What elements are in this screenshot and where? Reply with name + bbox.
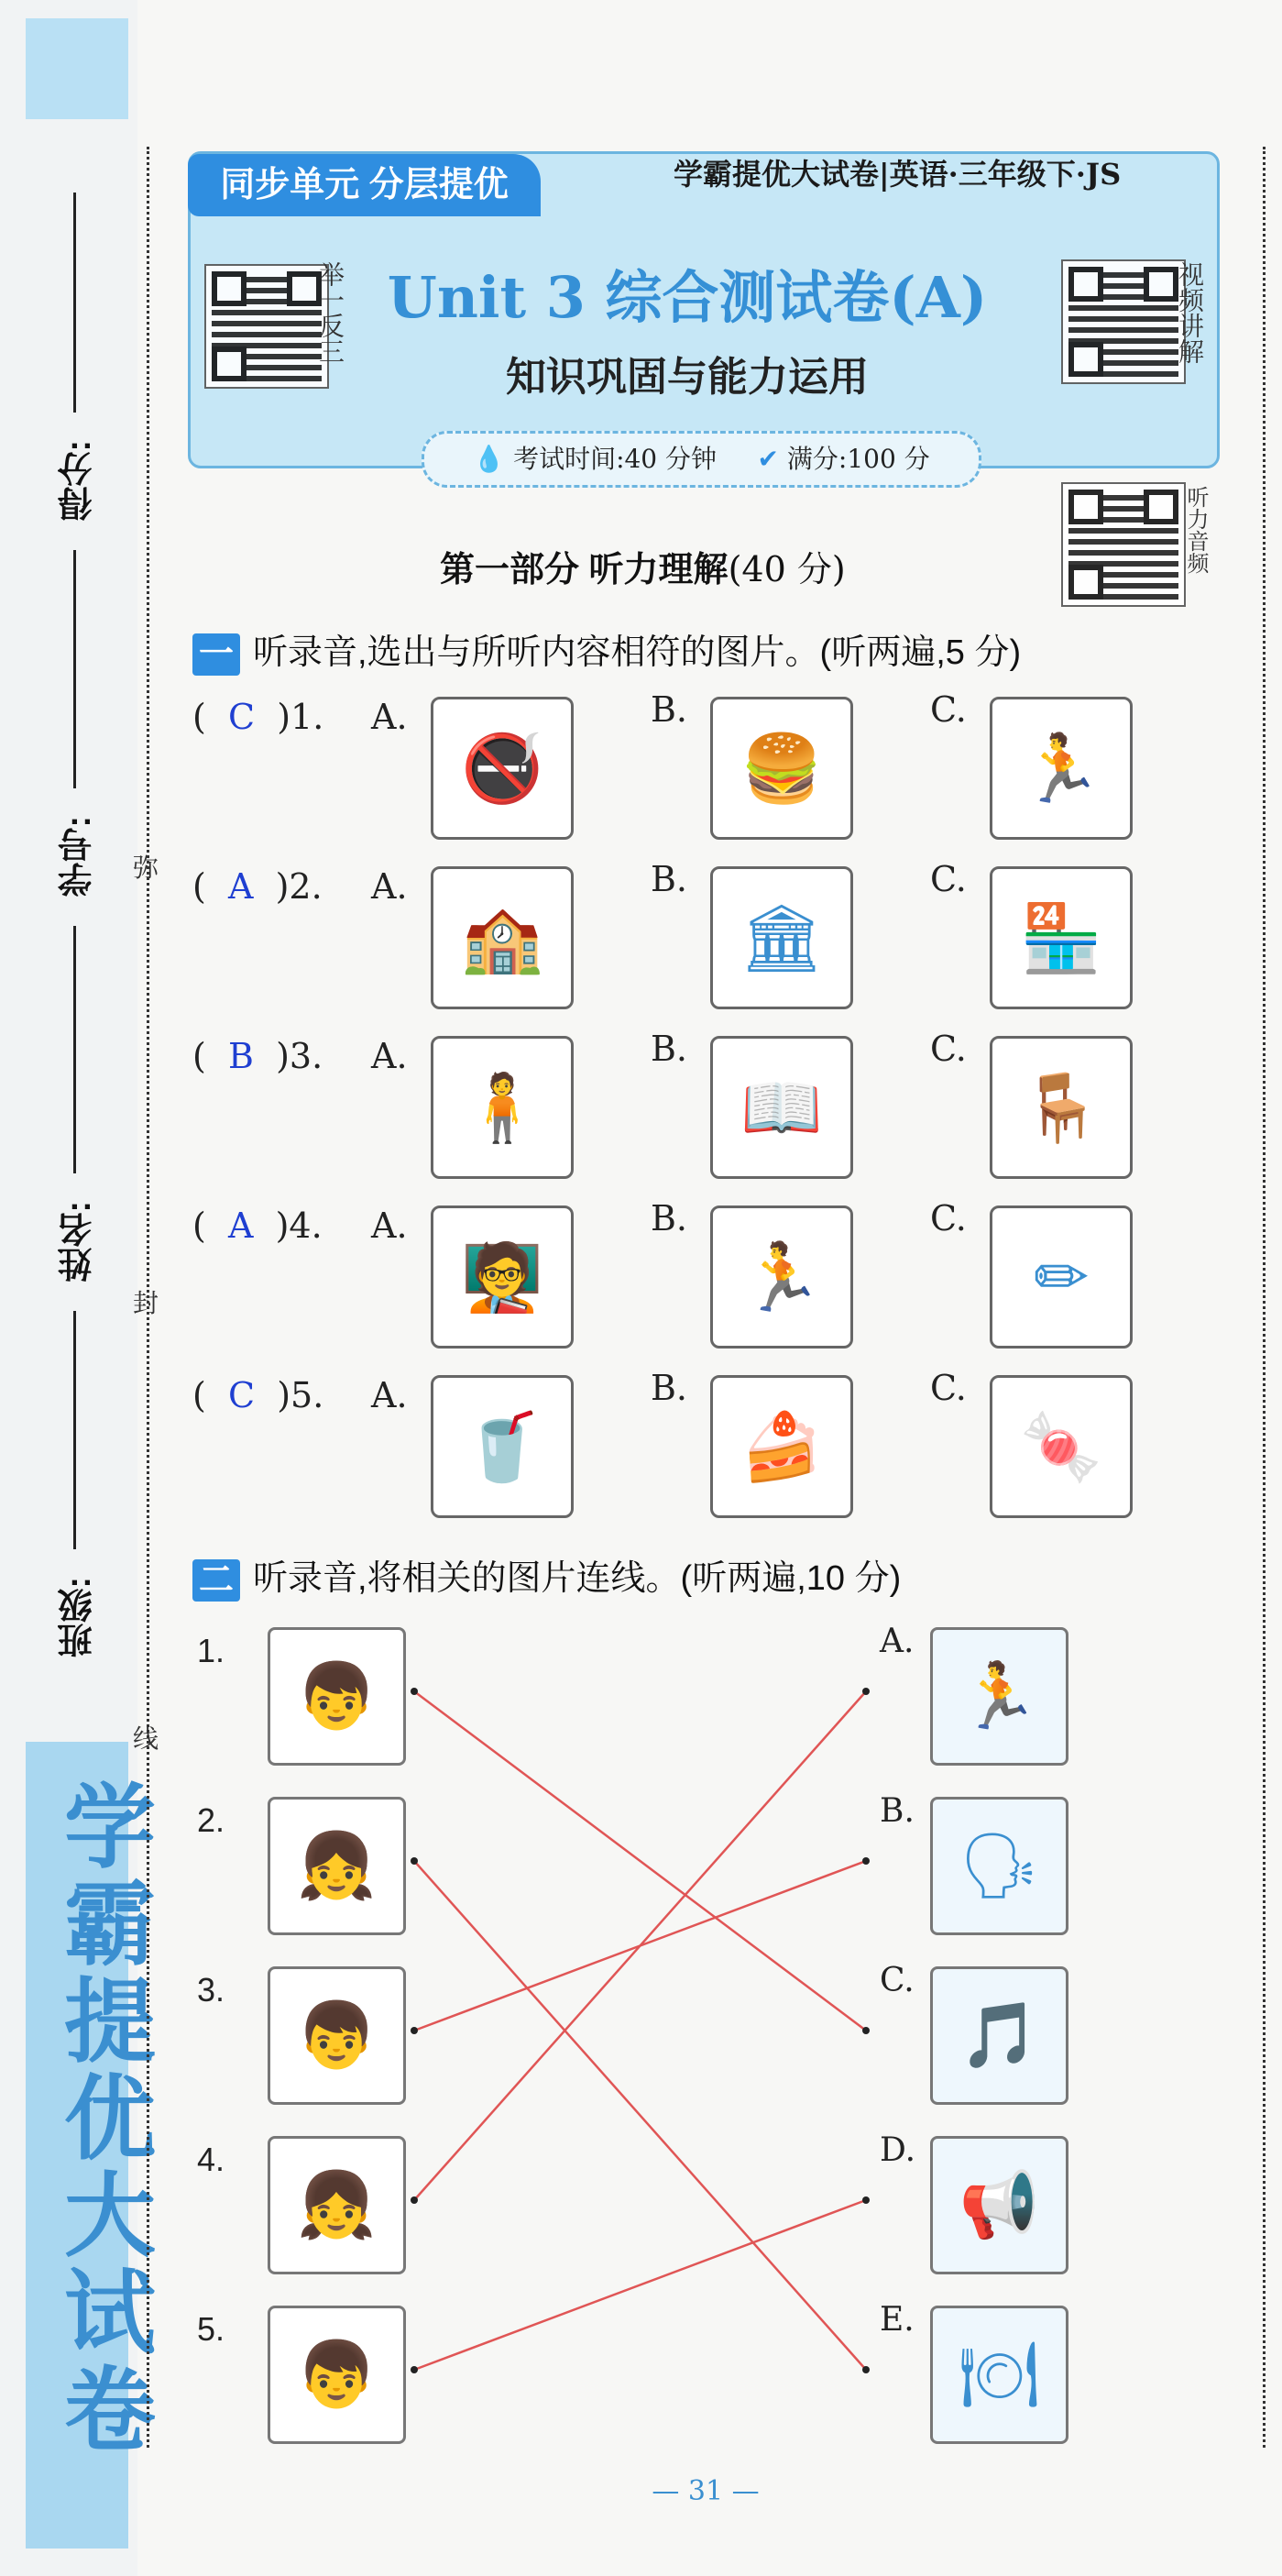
- option-label: B.: [651, 1029, 688, 1069]
- section-1-number: 一: [192, 633, 240, 676]
- match-right-label: C.: [880, 1962, 915, 1999]
- picture-icon: 🥤: [461, 1407, 543, 1485]
- name-label: 姓名:: [60, 1201, 98, 1282]
- option-label: A.: [371, 697, 408, 737]
- answer[interactable]: C: [227, 1375, 256, 1415]
- question-number: ( A )4.: [192, 1205, 323, 1246]
- option-label: A.: [371, 1036, 408, 1076]
- page-title: Unit 3 综合测试卷(A): [387, 264, 988, 331]
- picture-icon: 🧑‍🏫: [461, 1238, 543, 1316]
- match-dot[interactable]: [862, 2196, 870, 2204]
- qr-practice-caption: 举一反三: [315, 261, 345, 364]
- match-line: [414, 2200, 866, 2370]
- option-label: C.: [930, 859, 967, 899]
- seal-char: 线: [133, 1723, 159, 1754]
- match-right-picture[interactable]: [930, 1797, 1068, 1935]
- match-dot[interactable]: [862, 1688, 870, 1695]
- question-number: ( A )2.: [192, 866, 323, 907]
- page-number: — 31 —: [652, 2475, 760, 2507]
- match-left-picture[interactable]: [268, 1797, 406, 1935]
- activity-icon: 🍽: [959, 2337, 1040, 2412]
- question-no: 1.: [290, 697, 324, 737]
- score-label: 得分:: [60, 440, 98, 522]
- match-dot[interactable]: [862, 2366, 870, 2373]
- picture-icon: 🏪: [1020, 898, 1102, 976]
- part-score: (40 分): [728, 549, 846, 589]
- book-info: 学霸提优大试卷|英语·三年级下·JS: [674, 157, 1122, 192]
- option-label: A.: [371, 1375, 408, 1415]
- activity-icon: 🎵: [959, 1998, 1040, 2073]
- match-line: [414, 1691, 866, 2031]
- match-left-number: 3.: [197, 1971, 225, 2009]
- student-id-label: 学号:: [60, 816, 98, 897]
- person-icon: 👦: [296, 2337, 378, 2412]
- activity-icon: 📢: [959, 2167, 1040, 2242]
- section-2-number: 二: [192, 1559, 240, 1602]
- match-left-picture[interactable]: [268, 2136, 406, 2274]
- picture-icon: 🍬: [1020, 1407, 1102, 1485]
- match-line: [414, 1691, 866, 2200]
- match-right-picture[interactable]: [930, 1627, 1068, 1766]
- page-subtitle: 知识巩固与能力运用: [506, 355, 869, 400]
- person-icon: 👧: [296, 1828, 378, 1903]
- match-left-number: 2.: [197, 1801, 225, 1839]
- match-dot[interactable]: [411, 2366, 418, 2373]
- exam-time: 考试时间:40 分钟: [513, 444, 718, 474]
- qr-video-caption: 视频讲解: [1175, 261, 1205, 364]
- match-right-label: E.: [880, 2301, 915, 2339]
- question-no: 2.: [289, 866, 323, 907]
- match-dot[interactable]: [411, 2027, 418, 2034]
- section-1-instruction: 听录音,选出与所听内容相符的图片。(听两遍,5 分): [253, 633, 1022, 672]
- option-label: C.: [930, 689, 967, 730]
- match-line: [414, 1861, 866, 2370]
- option-label: B.: [651, 1198, 688, 1238]
- option-label: C.: [930, 1029, 967, 1069]
- picture-icon: 🏛: [740, 898, 824, 976]
- question-no: 3.: [289, 1036, 323, 1076]
- question-number: ( C )1.: [192, 697, 324, 737]
- match-dot[interactable]: [862, 2027, 870, 2034]
- option-label: B.: [651, 689, 688, 730]
- picture-icon: 🏃: [740, 1238, 823, 1316]
- match-right-picture[interactable]: [930, 1966, 1068, 2105]
- unit-tag: 同步单元 分层提优: [188, 154, 541, 216]
- question-number: ( B )3.: [192, 1036, 323, 1076]
- option-label: B.: [651, 1368, 688, 1408]
- class-label: 班级:: [60, 1577, 98, 1658]
- match-left-number: 5.: [197, 2310, 225, 2348]
- timer-icon: 💧: [473, 444, 506, 474]
- qr-audio-caption: 听力音频: [1183, 486, 1209, 574]
- match-left-number: 4.: [197, 2141, 225, 2178]
- option-label: A.: [371, 1205, 408, 1246]
- option-label: A.: [371, 866, 408, 907]
- question-no: 4.: [289, 1205, 323, 1246]
- match-dot[interactable]: [411, 1857, 418, 1865]
- match-right-picture[interactable]: [930, 2136, 1068, 2274]
- picture-icon: 🪑: [1020, 1068, 1102, 1146]
- match-dot[interactable]: [411, 2196, 418, 2204]
- person-icon: 👦: [296, 1658, 378, 1734]
- full-score: 满分:100 分: [786, 444, 930, 474]
- person-icon: 👦: [296, 1998, 378, 2073]
- activity-icon: 🏃: [959, 1658, 1040, 1734]
- answer[interactable]: A: [227, 1205, 254, 1246]
- picture-icon: 🏫: [461, 898, 543, 976]
- match-left-number: 1.: [197, 1632, 225, 1669]
- match-right-label: B.: [880, 1792, 915, 1830]
- option-label: C.: [930, 1198, 967, 1238]
- check-icon: ✔: [757, 444, 780, 474]
- match-right-label: D.: [880, 2131, 916, 2169]
- match-right-label: A.: [880, 1623, 915, 1660]
- match-left-picture[interactable]: [268, 1966, 406, 2105]
- question-number: ( C )5.: [192, 1375, 324, 1415]
- picture-icon: 📖: [740, 1068, 823, 1146]
- seal-char: 封: [133, 1288, 159, 1318]
- picture-icon: 🚭: [461, 729, 543, 807]
- picture-icon: 🏃: [1020, 729, 1102, 807]
- match-right-picture[interactable]: [930, 2306, 1068, 2444]
- match-dot[interactable]: [411, 1688, 418, 1695]
- picture-icon: 🧍: [461, 1068, 543, 1146]
- match-dot[interactable]: [862, 1857, 870, 1865]
- answer[interactable]: B: [227, 1036, 254, 1076]
- match-left-picture[interactable]: [268, 2306, 406, 2444]
- question-no: 5.: [290, 1375, 324, 1415]
- person-icon: 👧: [296, 2167, 378, 2242]
- answer[interactable]: C: [227, 697, 256, 737]
- brand-vertical-text: 学霸提优大试卷: [49, 1778, 157, 2459]
- part-title-text: 第一部分 听力理解: [440, 551, 729, 589]
- activity-icon: 🗣: [959, 1828, 1040, 1903]
- picture-icon: ✏: [1033, 1238, 1090, 1316]
- picture-icon: 🍔: [740, 729, 823, 807]
- seal-char: 弥: [133, 853, 159, 883]
- answer[interactable]: A: [227, 866, 254, 907]
- picture-icon: 🍰: [740, 1407, 823, 1485]
- option-label: B.: [651, 859, 688, 899]
- section-2-instruction: 听录音,将相关的图片连线。(听两遍,10 分): [253, 1559, 902, 1598]
- option-label: C.: [930, 1368, 967, 1408]
- match-left-picture[interactable]: [268, 1627, 406, 1766]
